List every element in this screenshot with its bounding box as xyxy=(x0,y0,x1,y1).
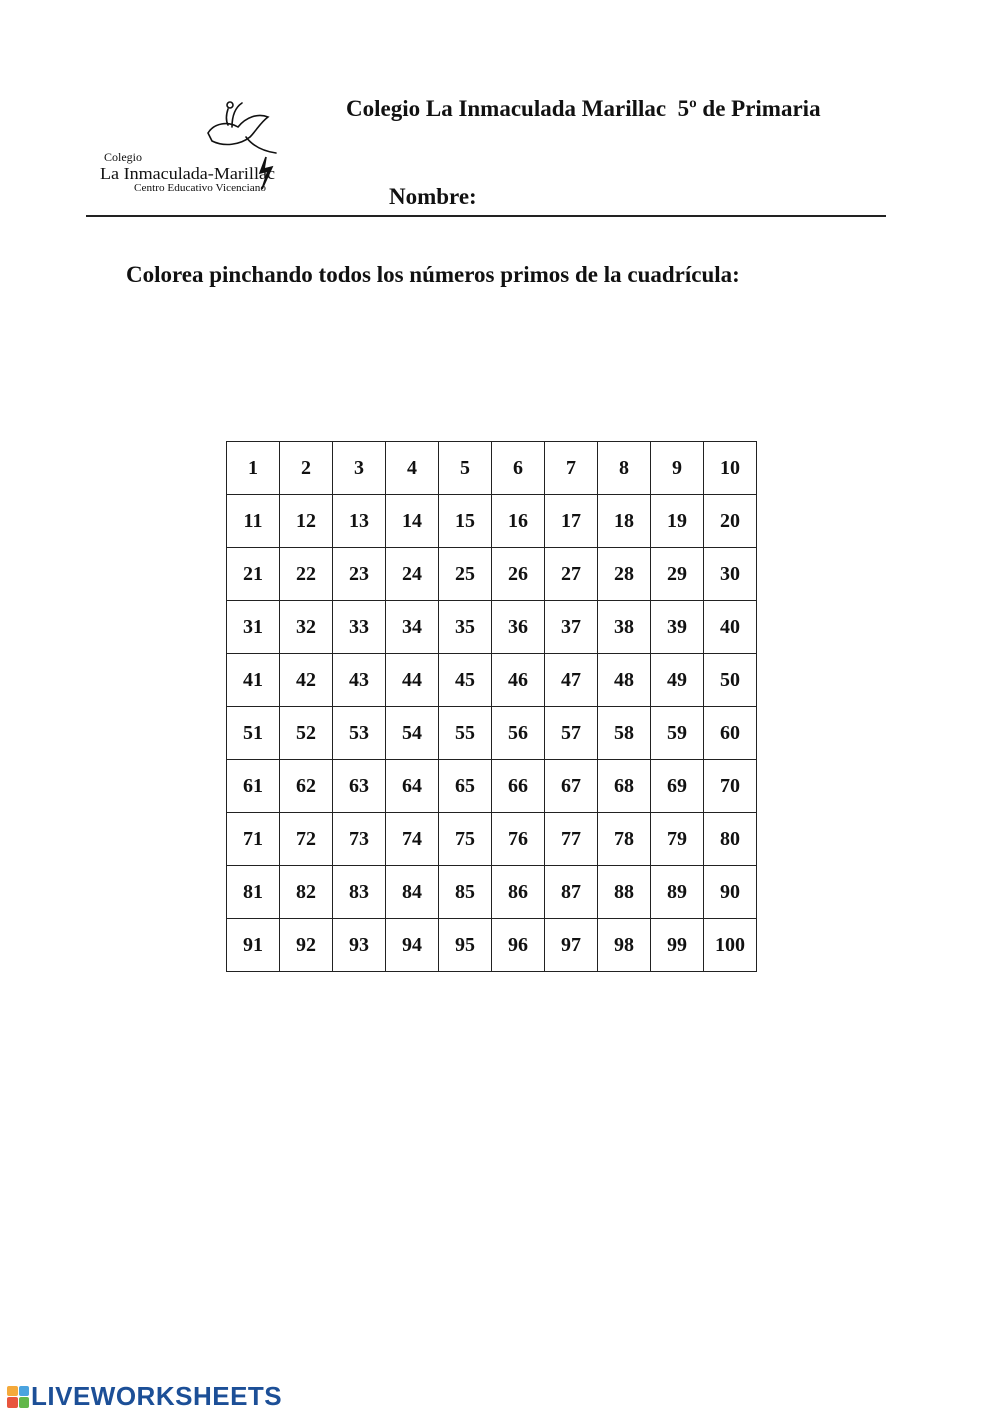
number-cell[interactable]: 91 xyxy=(227,919,280,972)
number-cell[interactable]: 82 xyxy=(280,866,333,919)
brand-name: LIVEWORKSHEETS xyxy=(31,1381,283,1411)
number-cell[interactable]: 94 xyxy=(386,919,439,972)
number-cell[interactable]: 38 xyxy=(598,601,651,654)
number-cell[interactable]: 81 xyxy=(227,866,280,919)
number-cell[interactable]: 63 xyxy=(333,760,386,813)
number-cell[interactable]: 86 xyxy=(492,866,545,919)
header-divider xyxy=(86,215,886,217)
number-cell[interactable]: 93 xyxy=(333,919,386,972)
number-cell[interactable]: 78 xyxy=(598,813,651,866)
grid-row xyxy=(227,495,757,548)
number-cell[interactable]: 6 xyxy=(492,442,545,495)
number-cell[interactable]: 32 xyxy=(280,601,333,654)
number-cell[interactable]: 17 xyxy=(545,495,598,548)
number-cell[interactable]: 23 xyxy=(333,548,386,601)
logo-line2: La Inmaculada-Marillac xyxy=(100,164,276,183)
number-cell[interactable]: 60 xyxy=(704,707,757,760)
logo-line1: Colegio xyxy=(104,150,142,164)
school-logo xyxy=(90,97,280,209)
number-cell[interactable]: 22 xyxy=(280,548,333,601)
liveworksheets-brand xyxy=(7,1381,282,1412)
number-cell[interactable]: 73 xyxy=(333,813,386,866)
number-cell[interactable]: 41 xyxy=(227,654,280,707)
number-cell[interactable]: 8 xyxy=(598,442,651,495)
number-cell[interactable]: 42 xyxy=(280,654,333,707)
number-cell[interactable]: 30 xyxy=(704,548,757,601)
number-cell[interactable]: 11 xyxy=(227,495,280,548)
name-label: Nombre: xyxy=(389,184,477,209)
number-cell[interactable]: 4 xyxy=(386,442,439,495)
number-cell[interactable]: 10 xyxy=(704,442,757,495)
number-cell[interactable]: 28 xyxy=(598,548,651,601)
number-cell[interactable]: 46 xyxy=(492,654,545,707)
number-cell[interactable]: 51 xyxy=(227,707,280,760)
number-cell[interactable]: 40 xyxy=(704,601,757,654)
number-cell[interactable]: 20 xyxy=(704,495,757,548)
liveworksheets-logo-icon xyxy=(7,1386,29,1408)
number-cell[interactable]: 33 xyxy=(333,601,386,654)
number-cell[interactable]: 29 xyxy=(651,548,704,601)
grid-row xyxy=(227,601,757,654)
number-cell[interactable]: 99 xyxy=(651,919,704,972)
number-cell[interactable]: 45 xyxy=(439,654,492,707)
number-cell[interactable]: 74 xyxy=(386,813,439,866)
number-cell[interactable]: 18 xyxy=(598,495,651,548)
number-cell[interactable]: 95 xyxy=(439,919,492,972)
number-cell[interactable]: 61 xyxy=(227,760,280,813)
number-cell[interactable]: 80 xyxy=(704,813,757,866)
number-cell[interactable]: 58 xyxy=(598,707,651,760)
number-cell[interactable]: 59 xyxy=(651,707,704,760)
number-cell[interactable]: 76 xyxy=(492,813,545,866)
number-cell[interactable]: 68 xyxy=(598,760,651,813)
number-cell[interactable]: 13 xyxy=(333,495,386,548)
number-cell[interactable]: 21 xyxy=(227,548,280,601)
number-cell[interactable]: 77 xyxy=(545,813,598,866)
grid-row xyxy=(227,813,757,866)
school-title: Colegio La Inmaculada Marillac 5º de Primaria xyxy=(346,96,821,121)
number-cell[interactable]: 66 xyxy=(492,760,545,813)
number-cell[interactable]: 1 xyxy=(227,442,280,495)
grid-row xyxy=(227,548,757,601)
number-cell[interactable]: 92 xyxy=(280,919,333,972)
number-cell[interactable]: 5 xyxy=(439,442,492,495)
number-cell[interactable]: 7 xyxy=(545,442,598,495)
number-cell[interactable]: 85 xyxy=(439,866,492,919)
number-cell[interactable]: 31 xyxy=(227,601,280,654)
number-cell[interactable]: 50 xyxy=(704,654,757,707)
number-cell[interactable]: 48 xyxy=(598,654,651,707)
number-cell[interactable]: 53 xyxy=(333,707,386,760)
number-cell[interactable]: 70 xyxy=(704,760,757,813)
number-cell[interactable]: 83 xyxy=(333,866,386,919)
number-cell[interactable]: 84 xyxy=(386,866,439,919)
number-cell[interactable]: 39 xyxy=(651,601,704,654)
number-cell[interactable]: 79 xyxy=(651,813,704,866)
grid-row xyxy=(227,919,757,972)
grid-row xyxy=(227,654,757,707)
grid-row xyxy=(227,866,757,919)
number-cell[interactable]: 62 xyxy=(280,760,333,813)
logo-line3: Centro Educativo Vicenciano xyxy=(134,183,266,194)
number-cell[interactable]: 98 xyxy=(598,919,651,972)
number-cell[interactable]: 14 xyxy=(386,495,439,548)
number-cell[interactable]: 2 xyxy=(280,442,333,495)
number-cell[interactable]: 67 xyxy=(545,760,598,813)
number-cell[interactable]: 72 xyxy=(280,813,333,866)
number-cell[interactable]: 87 xyxy=(545,866,598,919)
number-cell[interactable]: 43 xyxy=(333,654,386,707)
number-cell[interactable]: 27 xyxy=(545,548,598,601)
number-cell[interactable]: 88 xyxy=(598,866,651,919)
number-cell[interactable]: 35 xyxy=(439,601,492,654)
number-cell[interactable]: 65 xyxy=(439,760,492,813)
number-cell[interactable]: 12 xyxy=(280,495,333,548)
number-cell[interactable]: 24 xyxy=(386,548,439,601)
number-cell[interactable]: 16 xyxy=(492,495,545,548)
grid-row xyxy=(227,442,757,495)
number-cell[interactable]: 49 xyxy=(651,654,704,707)
number-cell[interactable]: 26 xyxy=(492,548,545,601)
number-cell[interactable]: 89 xyxy=(651,866,704,919)
number-grid xyxy=(226,441,757,972)
number-cell[interactable]: 37 xyxy=(545,601,598,654)
number-cell[interactable]: 57 xyxy=(545,707,598,760)
number-cell[interactable]: 56 xyxy=(492,707,545,760)
number-cell[interactable]: 96 xyxy=(492,919,545,972)
instruction-text: Colorea pinchando todos los números primos de la cuadrícula: xyxy=(126,262,740,287)
number-cell[interactable]: 100 xyxy=(704,919,757,972)
number-cell[interactable]: 36 xyxy=(492,601,545,654)
number-cell[interactable]: 54 xyxy=(386,707,439,760)
number-cell[interactable]: 25 xyxy=(439,548,492,601)
number-cell[interactable]: 44 xyxy=(386,654,439,707)
number-cell[interactable]: 69 xyxy=(651,760,704,813)
number-cell[interactable]: 71 xyxy=(227,813,280,866)
number-cell[interactable]: 15 xyxy=(439,495,492,548)
number-cell[interactable]: 47 xyxy=(545,654,598,707)
number-cell[interactable]: 75 xyxy=(439,813,492,866)
number-cell[interactable]: 9 xyxy=(651,442,704,495)
number-cell[interactable]: 3 xyxy=(333,442,386,495)
number-cell[interactable]: 97 xyxy=(545,919,598,972)
number-cell[interactable]: 55 xyxy=(439,707,492,760)
number-cell[interactable]: 64 xyxy=(386,760,439,813)
grid-row xyxy=(227,707,757,760)
number-cell[interactable]: 52 xyxy=(280,707,333,760)
number-cell[interactable]: 34 xyxy=(386,601,439,654)
grid-row xyxy=(227,760,757,813)
number-cell[interactable]: 90 xyxy=(704,866,757,919)
number-cell[interactable]: 19 xyxy=(651,495,704,548)
